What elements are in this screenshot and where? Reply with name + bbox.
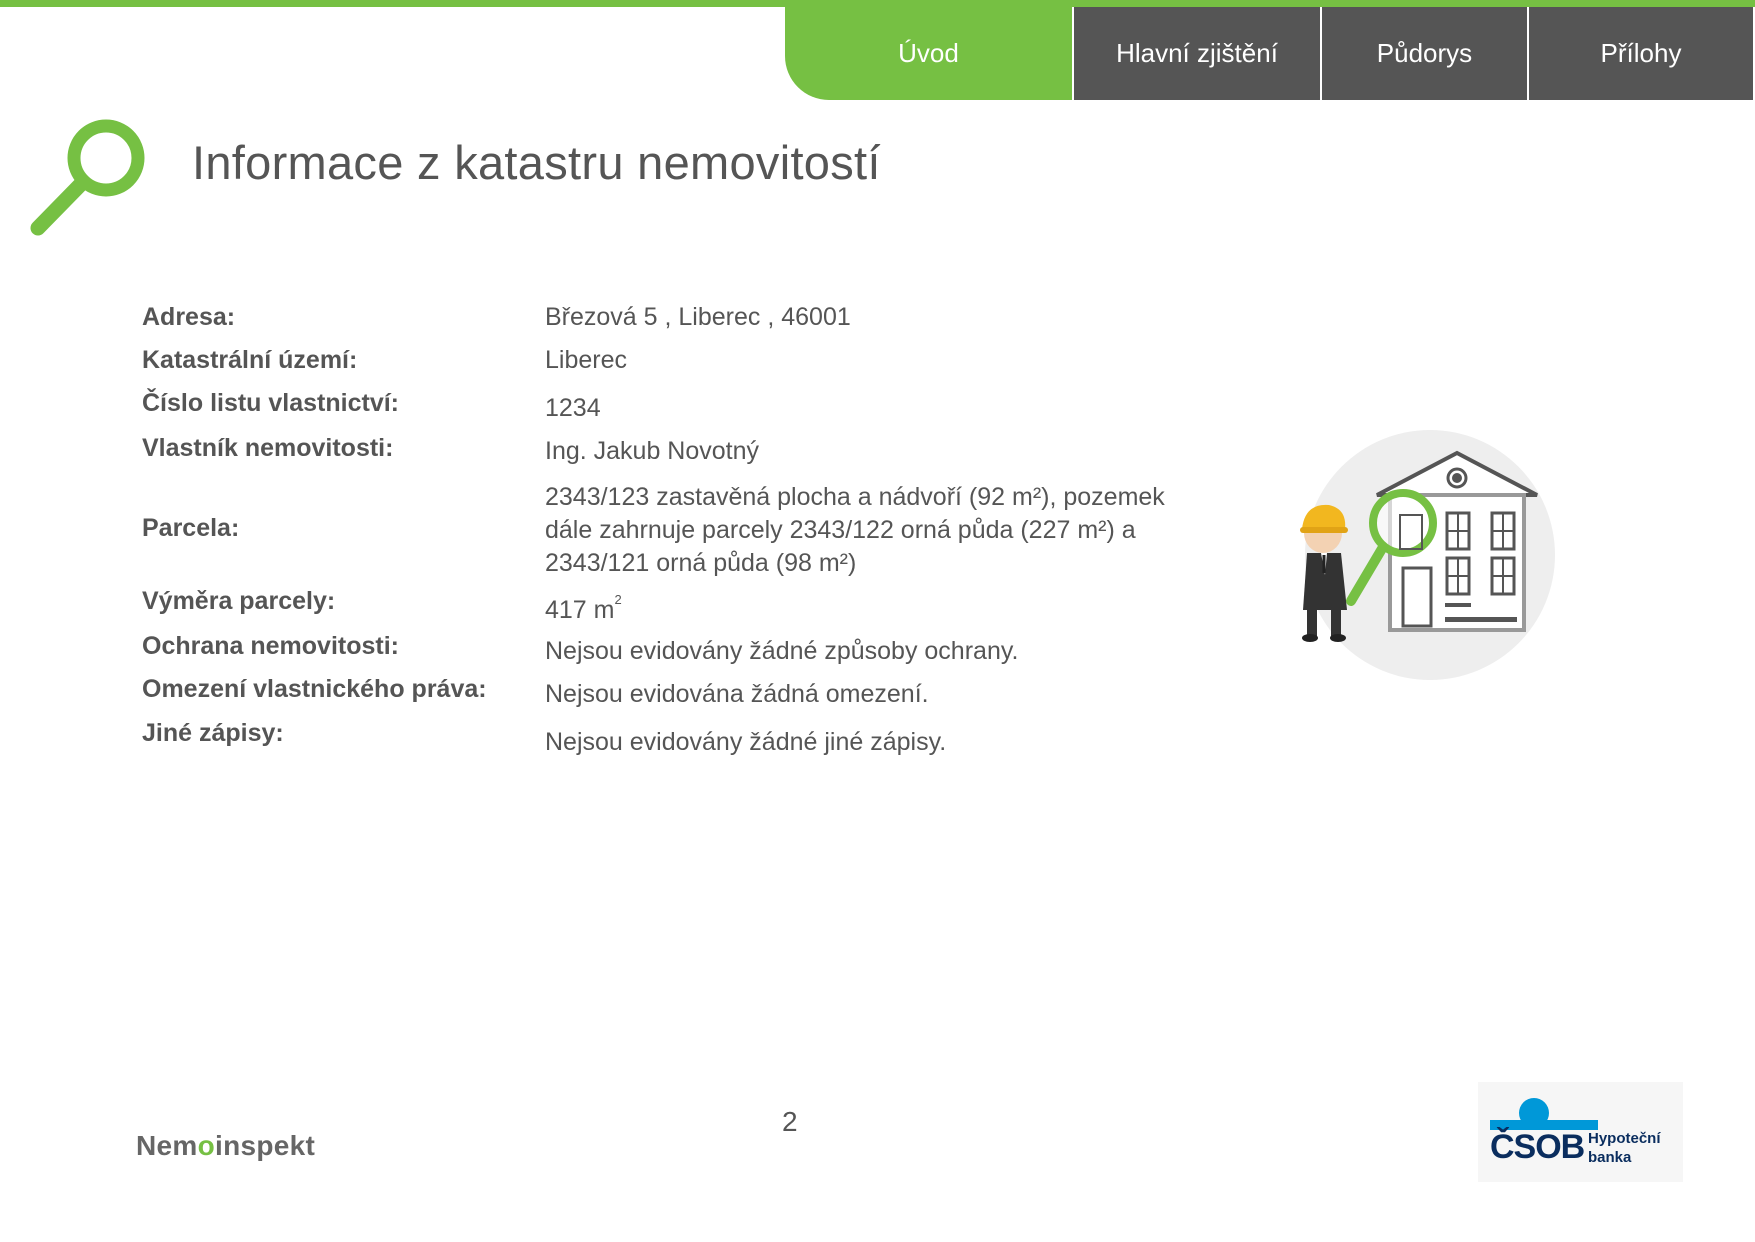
address-value: Březová 5 , Liberec , 46001 bbox=[545, 303, 851, 331]
ownership-sheet-value: 1234 bbox=[545, 394, 601, 422]
ownership-restriction-label: Omezení vlastnického práva: bbox=[142, 675, 487, 703]
csob-hypotecni-banka-logo bbox=[1478, 1082, 1683, 1182]
protection-value: Nejsou evidovány žádné způsoby ochrany. bbox=[545, 637, 1019, 665]
parcel-label: Parcela: bbox=[142, 514, 240, 542]
nemoinspekt-logo-o: o bbox=[197, 1130, 215, 1161]
protection-label: Ochrana nemovitosti: bbox=[142, 632, 399, 660]
csob-logo-sub2: banka bbox=[1588, 1149, 1632, 1166]
csob-logo-text: ČSOB bbox=[1490, 1128, 1585, 1166]
main-navigation bbox=[785, 7, 1753, 100]
tab-hlavni-zjisteni[interactable]: Hlavní zjištění bbox=[1072, 7, 1320, 100]
nemoinspekt-logo-part-b: inspekt bbox=[215, 1130, 316, 1161]
parcel-area-label: Výměra parcely: bbox=[142, 587, 336, 615]
ownership-restriction-value: Nejsou evidována žádná omezení. bbox=[545, 680, 929, 708]
parcel-area-number: 417 m bbox=[545, 596, 615, 624]
page-title: Informace z katastru nemovitostí bbox=[192, 136, 881, 189]
inspector-house-illustration bbox=[1285, 425, 1565, 685]
other-records-label: Jiné zápisy: bbox=[142, 719, 284, 747]
nemoinspekt-logo bbox=[136, 1130, 315, 1162]
parcel-value: 2343/123 zastavěná plocha a nádvoří (92 m²), pozemek dále zahrnuje parcely 2343/122 orná půda (227 m²) a 2343/121 orná půda (98 m²) bbox=[545, 483, 1165, 577]
tab-prilohy[interactable]: Přílohy bbox=[1527, 7, 1753, 100]
ownership-sheet-label: Číslo listu vlastnictví: bbox=[142, 389, 400, 417]
top-accent-line bbox=[0, 0, 1755, 7]
cadastral-area-label: Katastrální území: bbox=[142, 346, 358, 374]
cadastral-area-value: Liberec bbox=[545, 346, 627, 374]
owner-label: Vlastník nemovitosti: bbox=[142, 434, 394, 462]
parcel-area-value bbox=[545, 592, 622, 625]
page-number: 2 bbox=[782, 1106, 798, 1137]
magnifier-icon bbox=[26, 118, 154, 242]
csob-logo-subtitle bbox=[1588, 1129, 1661, 1167]
csob-logo-sub1: Hypoteční bbox=[1588, 1130, 1661, 1147]
parcel-area-unit-sup: 2 bbox=[614, 592, 622, 607]
other-records-value: Nejsou evidovány žádné jiné zápisy. bbox=[545, 728, 947, 756]
tab-uvod[interactable]: Úvod bbox=[785, 7, 1072, 100]
owner-value: Ing. Jakub Novotný bbox=[545, 437, 760, 465]
nemoinspekt-logo-part-a: Nem bbox=[136, 1130, 198, 1161]
tab-pudorys[interactable]: Půdorys bbox=[1320, 7, 1527, 100]
address-label: Adresa: bbox=[142, 303, 236, 331]
